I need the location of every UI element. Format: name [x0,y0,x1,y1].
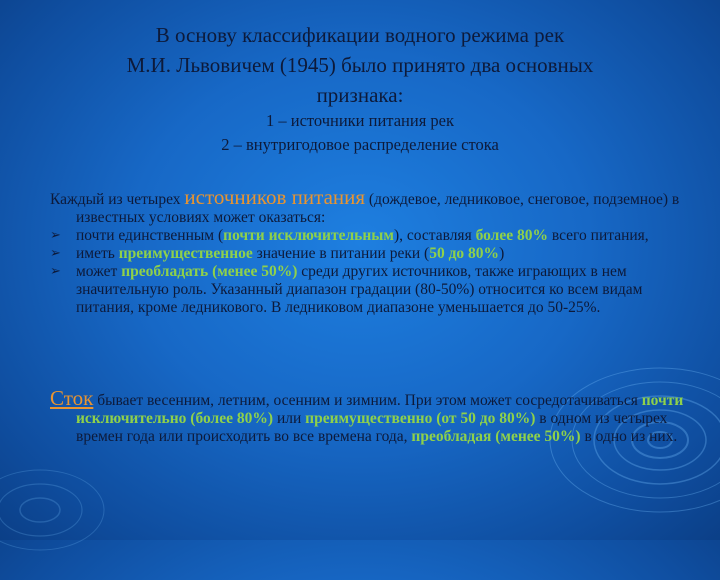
bullet-1-text-a: почти единственным ( [76,227,224,244]
bullet-item-2 [50,245,690,263]
arrow-bullet-icon: ➢ [50,246,61,261]
bullet-1-highlight-a: почти исключительным [223,227,394,244]
highlight-runoff: Сток [50,386,94,410]
runoff-highlight-a: почти исключительно (более 80%) [76,392,684,427]
runoff-text [50,386,690,446]
runoff-paragraph [50,386,690,446]
bullet-3-text-a: может [76,263,122,280]
runoff-text-d: в одно из них. [580,428,678,445]
lead-text-start: Каждый из четырех [50,191,185,208]
runoff-highlight-c: преобладая (менее 50%) [411,428,581,445]
bullet-1-text-c: всего питания, [548,227,649,244]
criteria-list [100,109,620,157]
title-line-3: признака: [316,83,404,107]
bullet-2-highlight-a: преимущественное [118,245,253,262]
runoff-text-b: или [273,410,306,427]
title-line-1: В основу классификации водного режима рек [155,23,565,47]
bullet-1-text-b: ), составляя [393,227,476,244]
arrow-bullet-icon: ➢ [50,228,61,243]
criterion-2: 2 – внутригодовое распределение стока [221,135,499,154]
runoff-highlight-b: преимущественно (от 50 до 80%) [305,410,536,427]
bullet-list [50,227,690,317]
arrow-bullet-icon: ➢ [50,264,61,279]
bullet-2-text-b: значение в питании реки ( [252,245,430,262]
bullet-item-1 [50,227,690,245]
bullet-1-highlight-b: более 80% [475,227,548,244]
bullet-3-text-b: среди других источников, также играющих в нем значительную роль. Указанный диапазон градации (80-50%) относится ко всем видам питания, кроме ледникового. В ледниковом диапазоне уменьшается до 50-25%. [76,263,643,316]
bullet-item-3 [50,263,690,317]
bullet-2-text-c: ) [499,245,505,262]
feeding-sources-paragraph [50,185,690,317]
slide-title [60,20,660,110]
title-line-2: М.И. Львовичем (1945) было принято два основных [126,53,594,77]
runoff-text-a: бывает весенним, летним, осенним и зимним. При этом может сосредотачиваться [93,392,642,409]
water-ripple-decoration [540,340,720,560]
paragraph-lead [50,185,690,227]
bullet-2-text-a: иметь [76,245,119,262]
bullet-3-highlight: преобладать (менее 50%) [121,263,298,280]
criterion-1: 1 – источники питания рек [265,111,454,130]
runoff-text-c: в одном из четырех времен года или происходить во все времена года, [76,410,668,445]
highlight-feeding-sources: источников питания [184,185,366,209]
lead-text-end: (дождевое, ледниковое, снеговое, подземное) в известных условиях может оказаться: [76,191,680,226]
bullet-2-highlight-b: 50 до 80% [429,245,500,262]
